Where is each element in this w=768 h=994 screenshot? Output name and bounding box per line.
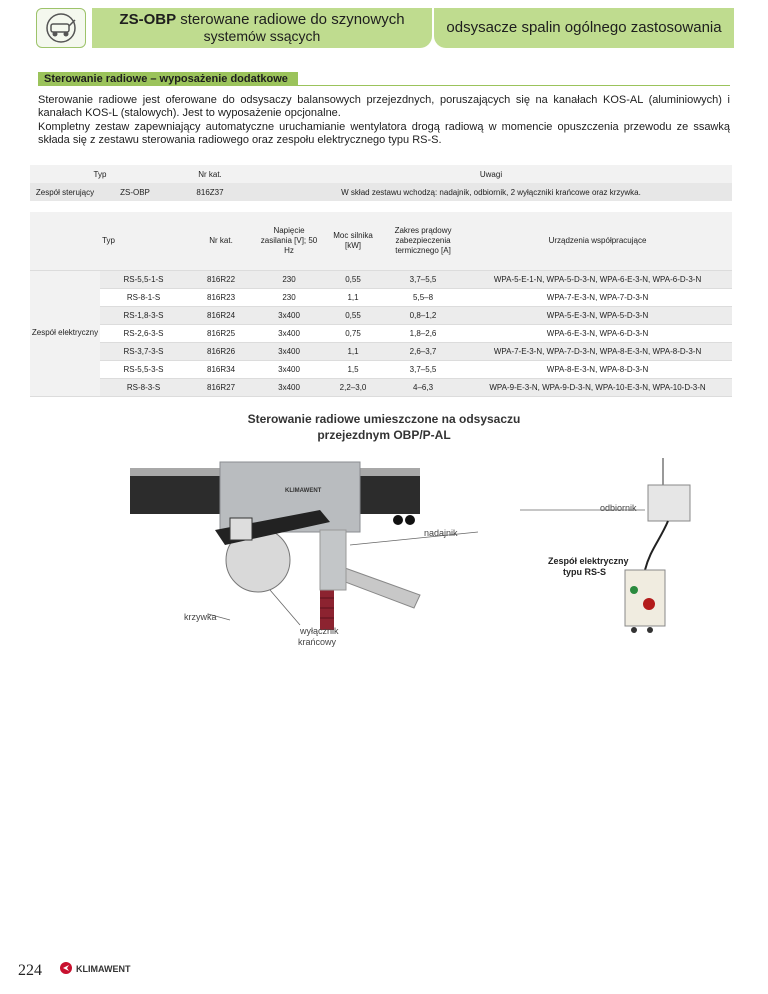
- table-row-devices: WPA-7-E-3-N, WPA-7-D-3-N: [463, 288, 732, 306]
- label-odbiornik: odbiornik: [600, 503, 637, 513]
- header-model: ZS-OBP: [119, 11, 177, 28]
- table-row-current: 3,7–5,5: [383, 270, 463, 288]
- table2-header-typ: Typ: [30, 212, 187, 270]
- table-row-power: 0,55: [323, 270, 383, 288]
- table-row-nr: 816R22: [187, 270, 255, 288]
- label-zespol-line1: Zespół elektryczny: [548, 556, 629, 566]
- table-row-current: 1,8–2,6: [383, 324, 463, 342]
- table1-nr: 816Z37: [170, 183, 250, 201]
- table-row-current: 0,8–1,2: [383, 306, 463, 324]
- table-row-devices: WPA-9-E-3-N, WPA-9-D-3-N, WPA-10-E-3-N, WPA-10-D-3-N: [463, 378, 732, 396]
- table1-header-nr: Nr kat.: [170, 165, 250, 183]
- table-row-nr: 816R24: [187, 306, 255, 324]
- table1-type: ZS-OBP: [100, 183, 170, 201]
- header-title-line2: systemów ssących: [203, 28, 321, 44]
- table-row-current: 4–6,3: [383, 378, 463, 396]
- table-row-power: 0,75: [323, 324, 383, 342]
- table-row-power: 0,55: [323, 306, 383, 324]
- section-paragraph-2: Kompletny zestaw zapewniający automatyczne uruchamianie wentylatora drogą radiową w momencie opuszczenia przewodu ze ssawką składa się z zestawu sterowania radiowego oraz zespołu elektrycznego typu RS-S.: [38, 121, 730, 146]
- table-row-nr: 816R26: [187, 342, 255, 360]
- table-row-voltage: 3x400: [255, 324, 323, 342]
- table-row-type: RS-2,6-3-S: [100, 324, 187, 342]
- table2-header-zakres: Zakres prądowy zabezpieczenia termicznego [A]: [383, 212, 463, 270]
- header-title: [92, 8, 432, 48]
- figure-title-line1: Sterowanie radiowe umieszczone na odsysaczu: [247, 412, 521, 426]
- label-nadajnik: nadajnik: [424, 528, 458, 538]
- table-row-type: RS-5,5-3-S: [100, 360, 187, 378]
- control-set-table: [30, 165, 732, 201]
- table2-header-nr: Nr kat.: [187, 212, 255, 270]
- table1-uwagi: W skład zestawu wchodzą: nadajnik, odbiornik, 2 wyłączniki krańcowe oraz krzywka.: [250, 183, 732, 201]
- table-row-current: 3,7–5,5: [383, 360, 463, 378]
- table1-group: Zespół sterujący: [30, 183, 100, 201]
- page-number: 224: [18, 962, 42, 979]
- table-row-devices: WPA-5-E-3-N, WPA-5-D-3-N: [463, 306, 732, 324]
- label-wylacznik-line1: wyłącznik: [300, 626, 339, 636]
- table-row-devices: WPA-8-E-3-N, WPA-8-D-3-N: [463, 360, 732, 378]
- table-row-type: RS-1,8-3-S: [100, 306, 187, 324]
- footer-logo: [60, 962, 131, 976]
- table-row-voltage: 3x400: [255, 306, 323, 324]
- table-row-type: RS-5,5-1-S: [100, 270, 187, 288]
- table2-group: Zespół elektryczny: [30, 270, 100, 396]
- table-row-current: 5,5–8: [383, 288, 463, 306]
- table-row-voltage: 230: [255, 270, 323, 288]
- table1-header-typ: Typ: [30, 165, 170, 183]
- housing-brand: KLIMAWENT: [285, 488, 322, 494]
- header-category: odsysacze spalin ogólnego zastosowania: [434, 8, 734, 48]
- table-row-nr: 816R23: [187, 288, 255, 306]
- table-row-power: 1,5: [323, 360, 383, 378]
- section-divider: [38, 85, 730, 86]
- table-row-nr: 816R34: [187, 360, 255, 378]
- table2-header-napiecie: Napięcie zasilania [V]; 50 Hz: [255, 212, 323, 270]
- table-row-nr: 816R25: [187, 324, 255, 342]
- table2-header-moc: Moc silnika [kW]: [323, 212, 383, 270]
- table-row-voltage: 3x400: [255, 360, 323, 378]
- table-row-voltage: 3x400: [255, 378, 323, 396]
- footer-brand: KLIMAWENT: [76, 964, 131, 974]
- table-row-type: RS-8-3-S: [100, 378, 187, 396]
- table-row-voltage: 3x400: [255, 342, 323, 360]
- table-row-type: RS-8-1-S: [100, 288, 187, 306]
- table2-header-urzadzenia: Urządzenia współpracujące: [463, 212, 732, 270]
- table-row-power: 1,1: [323, 288, 383, 306]
- table-row-current: 2,6–3,7: [383, 342, 463, 360]
- table1-header-uwagi: Uwagi: [250, 165, 732, 183]
- table-row-nr: 816R27: [187, 378, 255, 396]
- table-row-power: 1,1: [323, 342, 383, 360]
- table-row-devices: WPA-7-E-3-N, WPA-7-D-3-N, WPA-8-E-3-N, WPA-8-D-3-N: [463, 342, 732, 360]
- table-row-type: RS-3,7-3-S: [100, 342, 187, 360]
- product-category-icon: [36, 8, 86, 48]
- table-row-power: 2,2–3,0: [323, 378, 383, 396]
- electric-unit-table: [30, 212, 732, 397]
- figure-title-line2: przejezdnym OBP/P-AL: [317, 428, 451, 442]
- header-title-line1: sterowane radiowe do szynowych: [180, 11, 405, 28]
- figure-illustration: [0, 440, 768, 670]
- table-row-voltage: 230: [255, 288, 323, 306]
- table-row-devices: WPA-5-E-1-N, WPA-5-D-3-N, WPA-6-E-3-N, WPA-6-D-3-N: [463, 270, 732, 288]
- klimawent-logo-icon: [60, 962, 72, 976]
- table-row-devices: WPA-6-E-3-N, WPA-6-D-3-N: [463, 324, 732, 342]
- section-paragraph-1: Sterowanie radiowe jest oferowane do odsysaczy balansowych przejezdnych, poruszających się na kanałach KOS-AL (aluminiowych) i kanałach KOS-L (stalowych). Jest to wyposażenie opcjonalne.: [38, 94, 730, 119]
- label-wylacznik-line2: krańcowy: [298, 637, 337, 647]
- section-title: Sterowanie radiowe – wyposażenie dodatkowe: [38, 72, 298, 86]
- label-krzywka: krzywka: [184, 612, 217, 622]
- label-zespol-line2: typu RS-S: [563, 567, 607, 577]
